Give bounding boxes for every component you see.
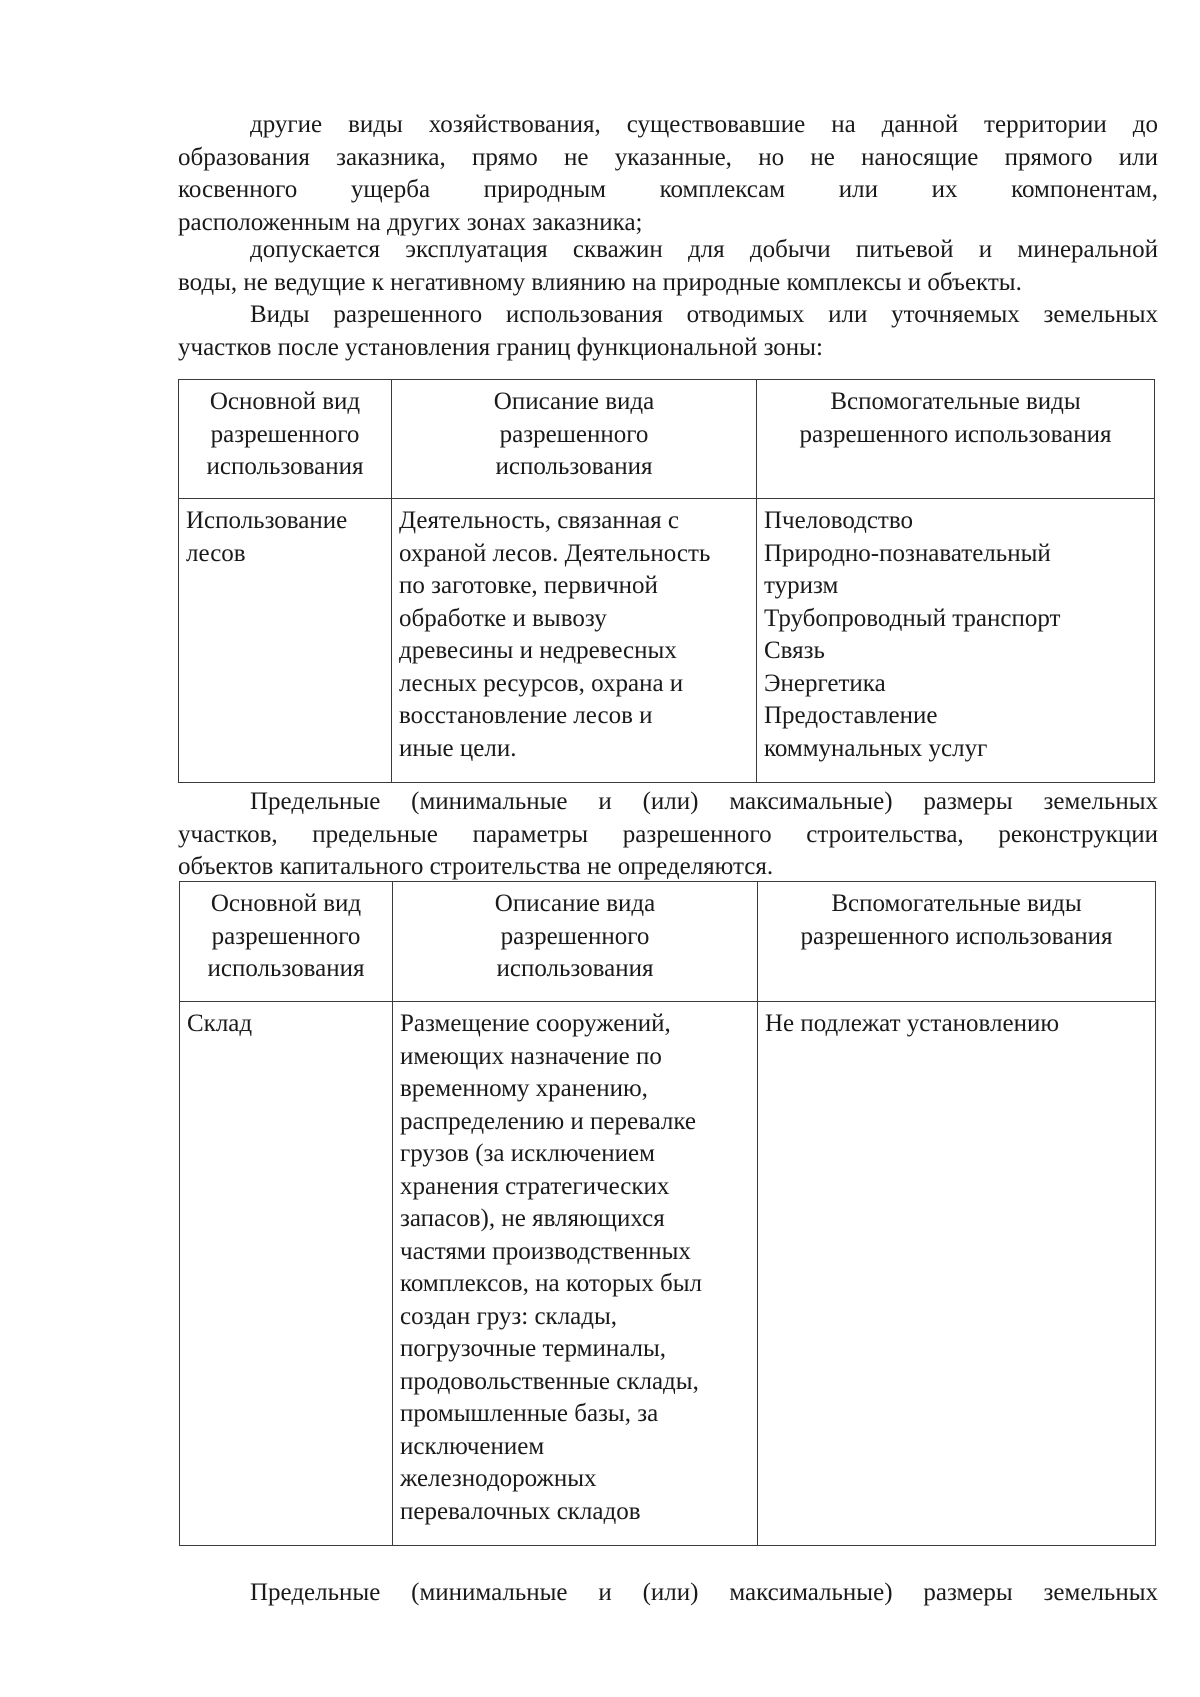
header-text: разрешенного — [210, 420, 360, 448]
table-row — [179, 499, 1155, 783]
cell-text: частями производственных — [400, 1237, 691, 1265]
cell-text: Деятельность, связанная с — [399, 507, 680, 534]
header-text: Основной вид — [209, 388, 361, 415]
header-text: использования — [207, 955, 365, 982]
text-line: участков после установления границ функциональной зоны: — [178, 333, 823, 361]
cell-text: Использование — [186, 507, 348, 534]
cell-text: Склад — [187, 1010, 253, 1037]
cell-text: древесины и недревесных — [399, 637, 677, 664]
cell-auxiliary — [757, 499, 1155, 783]
cell-main-use — [179, 499, 392, 783]
cell-text: обработке и вывозу — [399, 604, 607, 632]
cell-text: туризм — [764, 572, 839, 599]
cell-text: Природно-познавательный — [764, 539, 1051, 567]
cell-text: Связь — [764, 637, 825, 664]
header-auxiliary — [757, 380, 1155, 499]
header-auxiliary — [758, 882, 1156, 1002]
table-row — [180, 1002, 1156, 1546]
header-text: Вспомогательные виды — [831, 890, 1082, 917]
cell-text: исключением — [400, 1432, 545, 1460]
text-line: Виды разрешенного использования отводимых или уточняемых земельных — [250, 301, 1158, 328]
cell-text: Предоставление — [764, 702, 938, 729]
text-line: другие виды хозяйствования, существовавшие на данной территории до — [250, 111, 1158, 138]
cell-text: коммунальных услуг — [764, 734, 988, 762]
header-text: использования — [206, 453, 364, 480]
cell-text: иные цели. — [399, 734, 517, 762]
header-text: разрешенного использования — [799, 420, 1112, 448]
text-line: участков, предельные параметры разрешенного строительства, реконструкции — [178, 820, 1158, 848]
cell-text: Пчеловодство — [764, 507, 913, 534]
cell-text: имеющих назначение по — [400, 1042, 662, 1070]
paragraph-size-limits — [178, 786, 1158, 884]
paragraph-wells — [178, 234, 1158, 299]
table-header-row — [179, 380, 1155, 499]
cell-text: комплексов, на которых был — [400, 1270, 703, 1297]
paragraph-permitted-use-intro — [178, 299, 1158, 364]
cell-main-use — [180, 1002, 393, 1546]
text-line: расположенным на других зонах заказника; — [178, 208, 643, 236]
cell-text: железнодорожных — [400, 1465, 597, 1492]
cell-auxiliary — [758, 1002, 1156, 1546]
header-text: разрешенного использования — [800, 922, 1113, 950]
cell-text: грузов (за исключением — [400, 1140, 655, 1167]
cell-text: лесов — [186, 539, 246, 567]
header-description — [393, 882, 758, 1002]
cell-text: хранения стратегических — [400, 1172, 670, 1200]
header-text: разрешенного — [211, 922, 361, 950]
cell-description — [392, 499, 757, 783]
cell-text: по заготовке, первичной — [399, 572, 658, 599]
header-main-use — [179, 380, 392, 499]
cell-text: распределению и перевалке — [400, 1107, 696, 1135]
text-line: косвенного ущерба природным комплексам или их компонентам, — [178, 176, 1158, 203]
permitted-use-table-warehouse — [179, 881, 1156, 1546]
header-text: использования — [495, 453, 653, 480]
paragraph-size-limits-continued — [178, 1577, 1158, 1610]
header-text: использования — [496, 955, 654, 982]
header-text: Описание вида — [493, 388, 655, 415]
header-text: Вспомогательные виды — [830, 388, 1081, 415]
header-main-use — [180, 882, 393, 1002]
header-text: разрешенного — [499, 420, 649, 448]
header-text: Описание вида — [494, 890, 656, 917]
text-line: воды, не ведущие к негативному влиянию на природные комплексы и объекты. — [178, 268, 1022, 296]
header-text: разрешенного — [500, 922, 650, 950]
text-line: Предельные (минимальные и (или) максимальные) размеры земельных — [250, 1579, 1158, 1606]
cell-text: Не подлежат установлению — [765, 1010, 1060, 1037]
cell-text: промышленные базы, за — [400, 1400, 659, 1427]
cell-text: охраной лесов. Деятельность — [399, 539, 711, 567]
cell-text: перевалочных складов — [400, 1497, 641, 1525]
cell-text: продовольственные склады, — [400, 1367, 699, 1395]
table-header-row — [180, 882, 1156, 1002]
cell-text: лесных ресурсов, охрана и — [399, 669, 684, 697]
text-line: объектов капитального строительства не определяются. — [178, 853, 774, 880]
cell-text: восстановление лесов и — [399, 702, 653, 729]
cell-text: Энергетика — [764, 669, 886, 697]
cell-text: погрузочные терминалы, — [400, 1335, 667, 1362]
header-text: Основной вид — [210, 890, 362, 917]
header-description — [392, 380, 757, 499]
permitted-use-table-forest — [178, 379, 1155, 783]
cell-text: временному хранению, — [400, 1075, 648, 1102]
cell-text: создан груз: склады, — [400, 1302, 618, 1330]
text-line: допускается эксплуатация скважин для добычи питьевой и минеральной — [250, 236, 1158, 263]
cell-text: запасов), не являющихся — [400, 1205, 665, 1232]
cell-text: Трубопроводный транспорт — [764, 604, 1061, 632]
cell-text: Размещение сооружений, — [400, 1010, 671, 1037]
text-line: Предельные (минимальные и (или) максимальные) размеры земельных — [250, 788, 1158, 815]
text-line: образования заказника, прямо не указанные, но не наносящие прямого или — [178, 143, 1158, 171]
cell-description — [393, 1002, 758, 1546]
paragraph-other-activities — [178, 109, 1158, 239]
